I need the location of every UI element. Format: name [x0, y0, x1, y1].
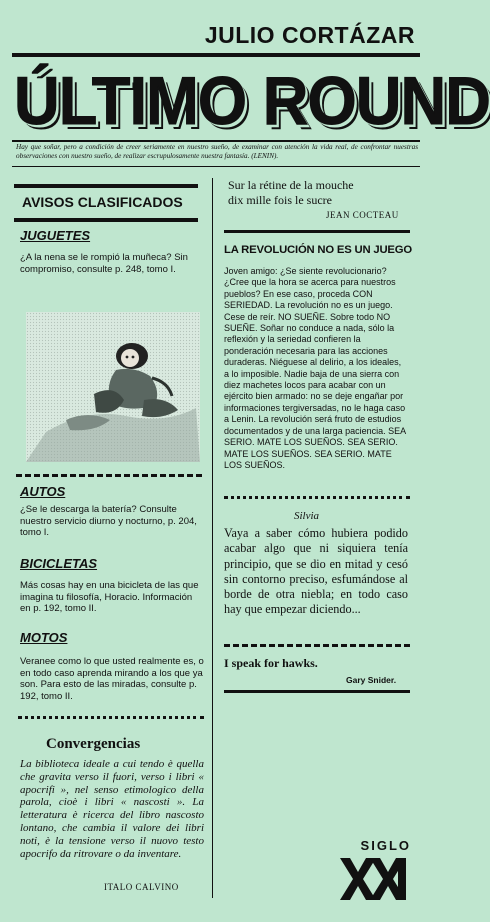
cocteau-rule [224, 230, 410, 233]
silvia-title: Silvia [294, 510, 320, 522]
convergencias-title: Convergencias [46, 736, 141, 752]
classifieds-header-box [14, 184, 198, 222]
text-autos: ¿Se le descarga la batería? Consulte nuestro servicio diurno y nocturno, p. 204, tomo I. [20, 504, 197, 538]
cocteau-line-1: Sur la rétine de la mouche [228, 178, 354, 192]
divider-revolucion [224, 496, 410, 499]
divider-photo [16, 474, 202, 477]
convergencias-text: La biblioteca ideale a cui tendo è quella che gravita verso il fuori, verso i libri « apocrifi », nel senso etimologico della parola, cioè i libri « nascosti ». La letteratura è ricerca del libro nascosto lontano, che cambia il valore dei libri noti, è la tensione verso il nuovo testo apocrifo da ritrovare o da inventare. [20, 758, 204, 860]
section-bicicletas: BICICLETAS [20, 556, 98, 571]
text-bicicletas: Más cosas hay en una bicicleta de las que imagina tu filosofía, Horacio. Información en p. 192, tomo II. [20, 580, 199, 614]
doll-photo [26, 312, 200, 462]
column-divider [212, 178, 213, 898]
divider-motos [18, 716, 204, 719]
epigraph: Hay que soñar, pero a condición de creer seriamente en nuestro sueño, de examinar con atención la vida real, de confrontar nuestras observaciones con nuestro sueño, de realizar escrupulosamente nuestra fantasía. (LENIN). [16, 143, 418, 160]
book-title: ÚLTIMO ROUND [14, 63, 490, 139]
author-name: JULIO CORTÁZAR [204, 22, 415, 48]
section-autos: AUTOS [20, 484, 66, 499]
silvia-text: Vaya a saber cómo hubiera podido acabar algo que ni siquiera tenía principio, que se dio en mitad y cesó sin contorno preciso, esfumándose al borde de otra niebla; en todo caso hay que empezar diciendo... [224, 526, 408, 617]
cocteau-author: JEAN COCTEAU [326, 210, 399, 220]
doll-image [26, 312, 200, 462]
revolucion-text: Joven amigo: ¿Se siente revolucionario? ¿Cree que la hora se acerca para nuestros pueblos? En ese caso, proceda CON SERIEDAD. La revolución no es un juego. Cese de reír. NO SUEÑE. Sobre todo NO SUEÑE. Soñar no conduce a nada, sólo la reflexión y la seriedad confieren la ponderación necesaria para las acciones duraderas. Niéguese al delirio, a los ideales, a lo imposible. Nadie baja de una sierra con diez machetes locos para acabar con un ejército bien armado: no se deje engañar por informaciones tergiversadas, no le haga caso a Lenin. La revolución será fruto de estudios documentados y de una larga paciencia. SEA SERIO. MATE LOS SUEÑOS. SEA SERIO. MATE LOS SUEÑOS. SEA SERIO. MATE LOS SUEÑOS. [224, 266, 406, 470]
text-motos: Veranee como lo que usted realmente es, o en todo caso aprenda mirando a los que ya son. Para esto de las miradas, consulte p. 192, tomo II. [20, 656, 204, 702]
snider-rule [224, 690, 410, 693]
epigraph-rule [12, 166, 420, 167]
snider-author: Gary Snider. [346, 675, 397, 685]
section-juguetes: JUGUETES [20, 228, 91, 243]
convergencias-author: ITALO CALVINO [104, 882, 179, 892]
snider-text: I speak for hawks. [224, 656, 318, 670]
publisher-logo [338, 856, 408, 902]
classifieds-header: AVISOS CLASIFICADOS [22, 194, 183, 210]
cocteau-line-2: dix mille fois le sucre [228, 193, 332, 207]
top-rule [12, 53, 420, 57]
text-juguetes: ¿A la nena se le rompió la muñeca? Sin compromiso, consulte p. 248, tomo I. [20, 252, 188, 275]
revolucion-title: LA REVOLUCIÓN NO ES UN JUEGO [224, 244, 412, 256]
siglo-xxi-logo-icon [338, 856, 408, 902]
section-motos: MOTOS [20, 630, 68, 645]
publisher-name: SIGLO [360, 838, 411, 853]
divider-silvia [224, 644, 410, 647]
title-rule [12, 140, 420, 142]
